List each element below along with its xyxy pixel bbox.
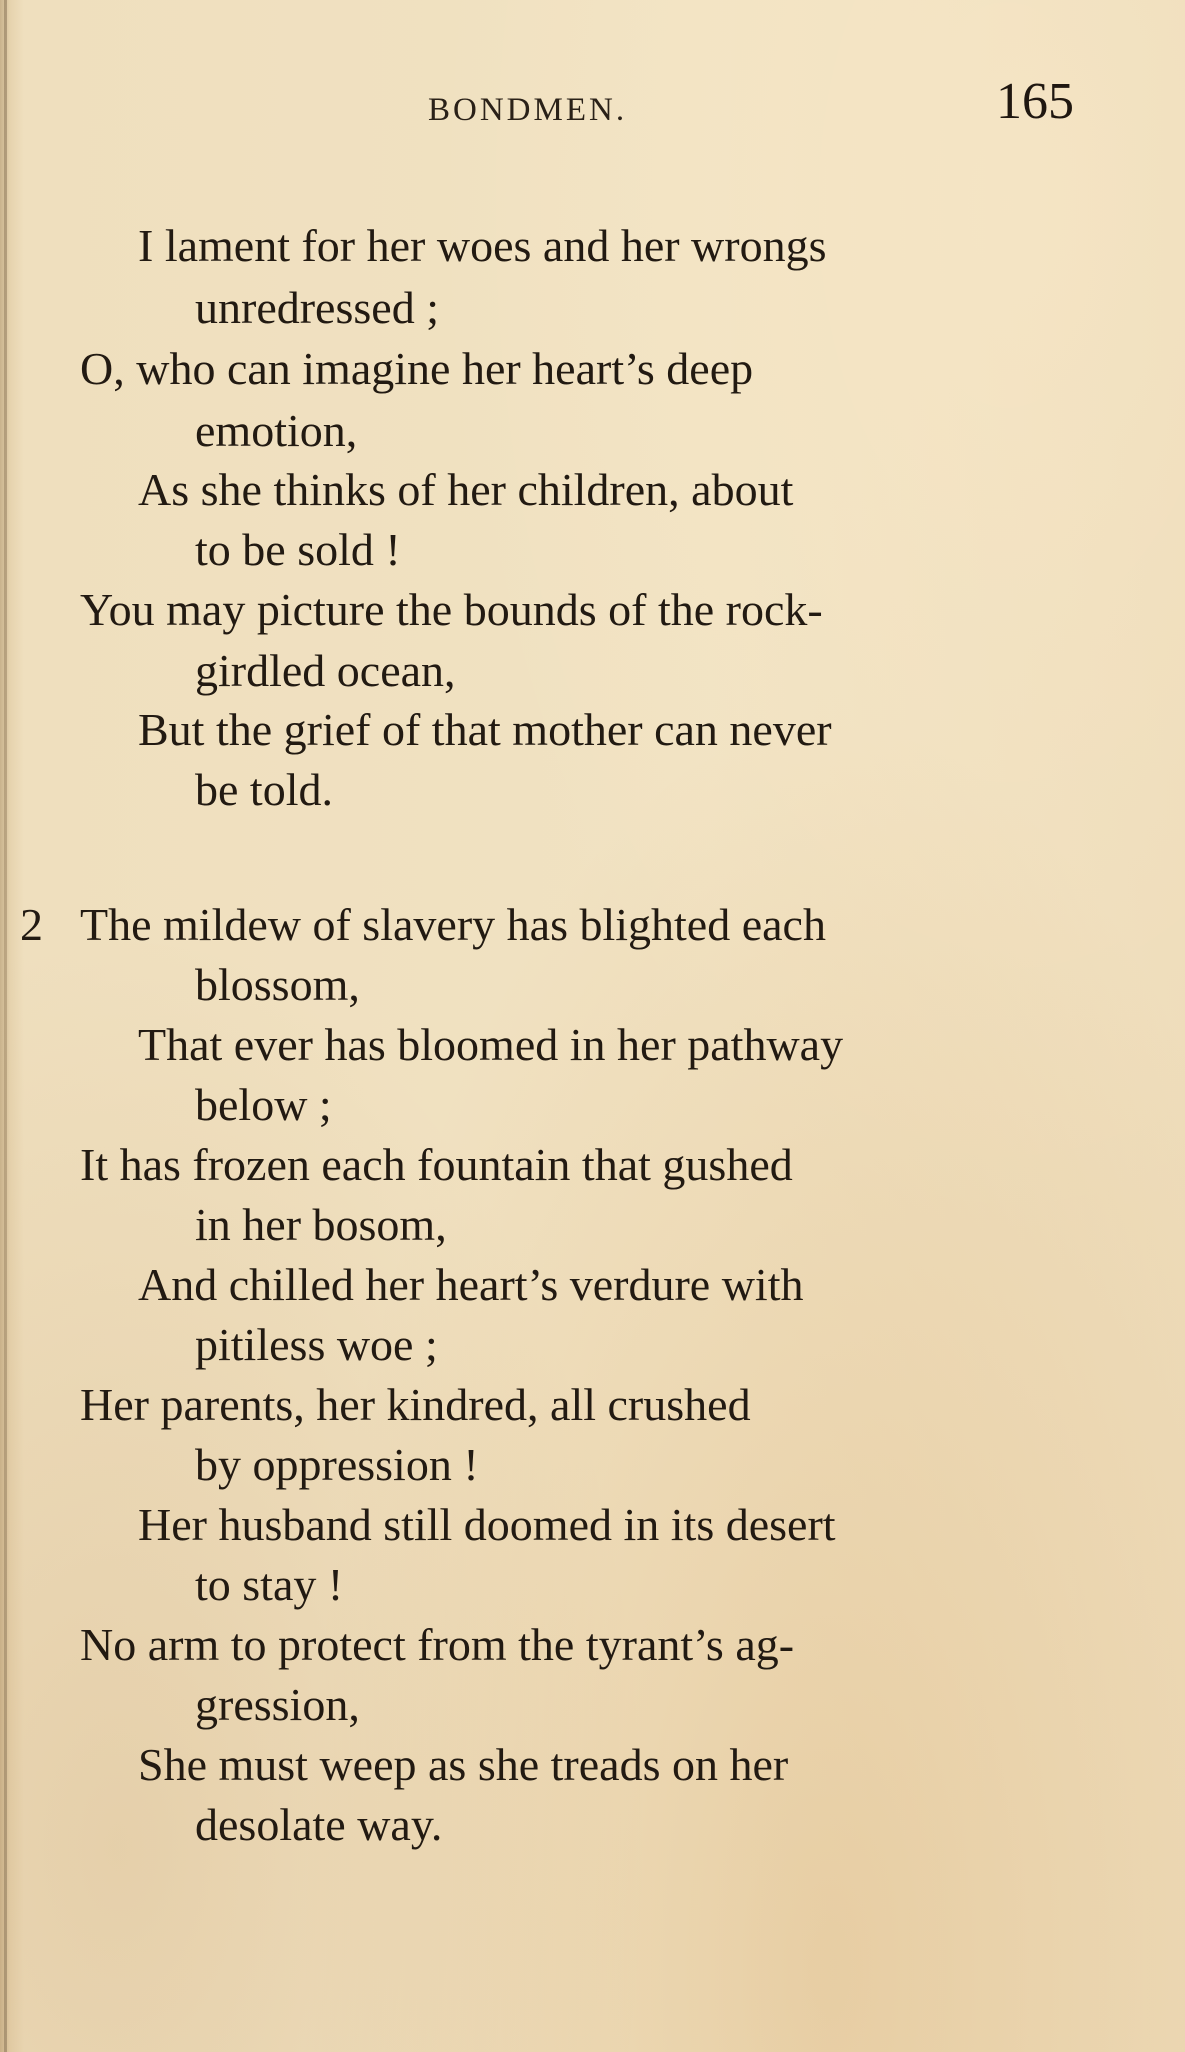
- verse-line: I lament for her woes and her wrongs: [138, 220, 827, 271]
- verse-line: Her husband still doomed in its desert: [138, 1499, 836, 1550]
- verse-line: And chilled her heart’s verdure with: [138, 1259, 804, 1310]
- verse-line: emotion,: [195, 405, 358, 456]
- verse-line: It has frozen each fountain that gushed: [80, 1139, 793, 1190]
- verse-line: to stay !: [195, 1559, 344, 1610]
- running-head: BONDMEN.: [428, 92, 628, 128]
- page-number: 165: [996, 73, 1074, 130]
- verse-line: As she thinks of her children, about: [138, 464, 794, 515]
- verse-line: gression,: [195, 1679, 360, 1730]
- verse-line: pitiless woe ;: [195, 1319, 438, 1370]
- verse-line: That ever has bloomed in her pathway: [138, 1019, 844, 1070]
- verse-line: be told.: [195, 764, 333, 815]
- page-edge: [4, 0, 7, 2052]
- verse-line: by oppression !: [195, 1439, 479, 1490]
- verse-line: girdled ocean,: [195, 645, 456, 696]
- verse-line: No arm to protect from the tyrant’s ag-: [80, 1619, 795, 1670]
- verse-line: in her bosom,: [195, 1199, 447, 1250]
- verse-line: blossom,: [195, 959, 360, 1010]
- verse-line: below ;: [195, 1079, 332, 1130]
- verse-line: O, who can imagine her heart’s deep: [80, 343, 754, 394]
- verse-line: You may picture the bounds of the rock-: [80, 584, 823, 635]
- verse-line: Her parents, her kindred, all crushed: [80, 1379, 751, 1430]
- verse-line: desolate way.: [195, 1799, 443, 1850]
- verse-line: But the grief of that mother can never: [138, 704, 832, 755]
- verse-line: She must weep as she treads on her: [138, 1739, 789, 1790]
- verse-line: unredressed ;: [195, 282, 439, 333]
- verse-line: The mildew of slavery has blighted each: [80, 899, 826, 950]
- stanza-number: 2: [20, 899, 43, 950]
- verse-line: to be sold !: [195, 524, 401, 575]
